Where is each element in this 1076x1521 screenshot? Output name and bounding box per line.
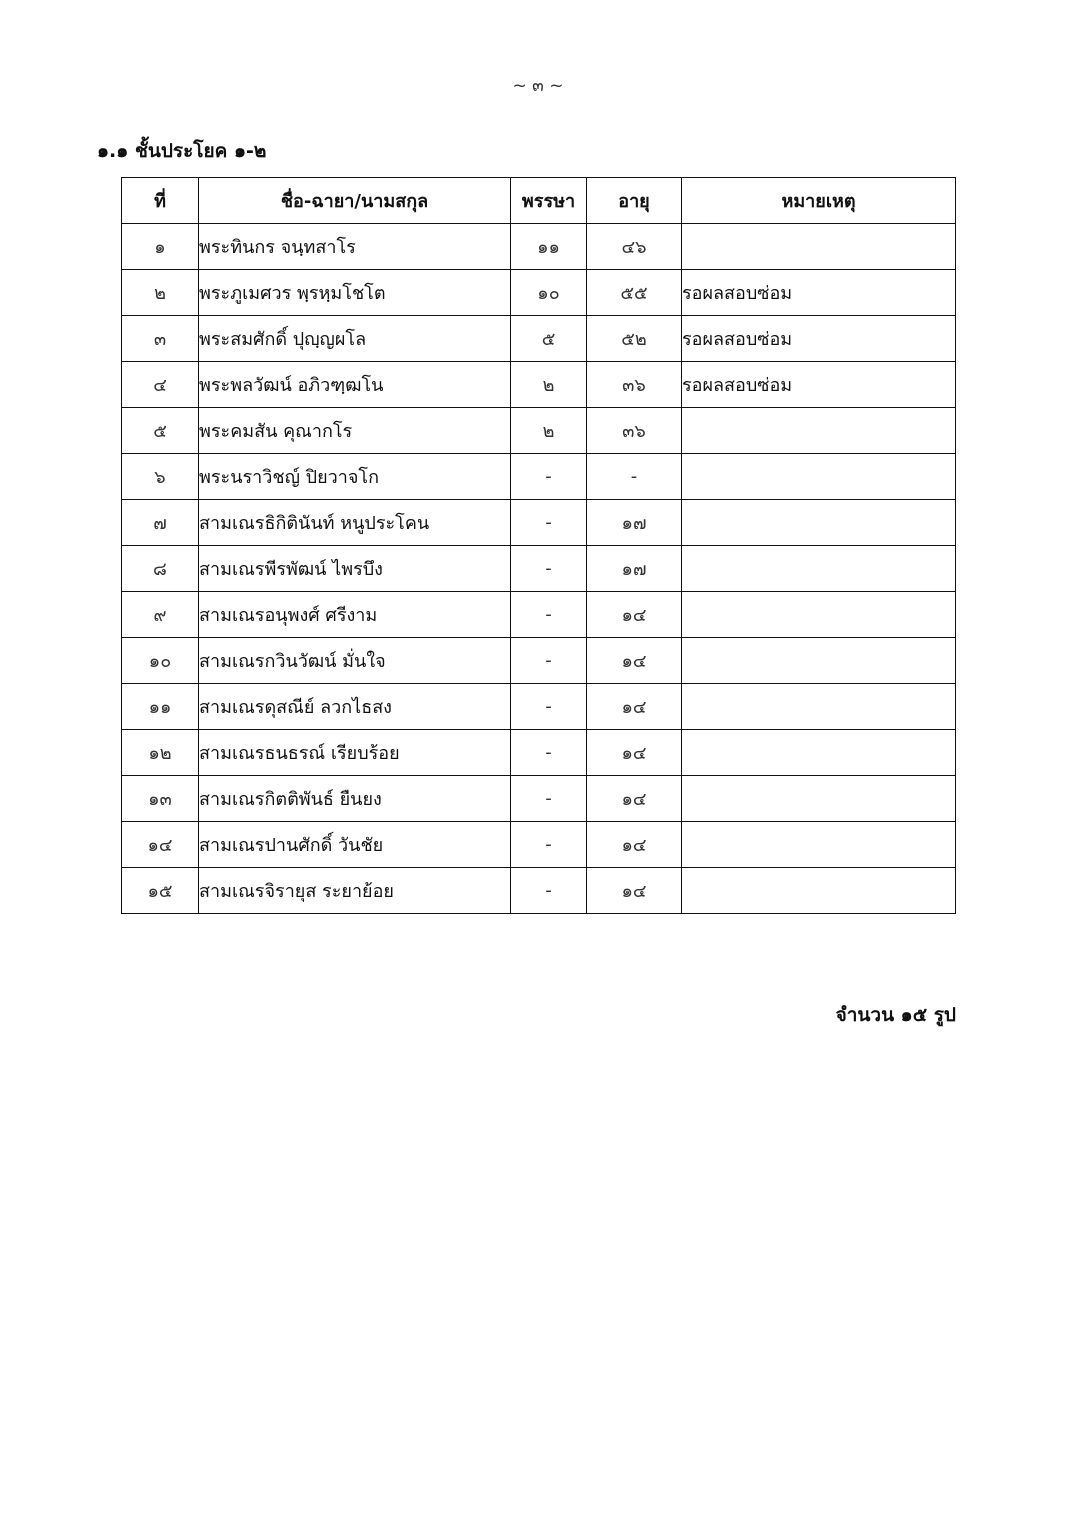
cell-no: ๗ <box>122 500 199 546</box>
cell-no: ๓ <box>122 316 199 362</box>
table-row <box>122 454 956 500</box>
cell-no: ๑๓ <box>122 776 199 822</box>
cell-age: ๑๔ <box>587 684 682 730</box>
table-row <box>122 316 956 362</box>
cell-years: ๑๑ <box>511 224 587 270</box>
cell-age: ๑๗ <box>587 546 682 592</box>
header-name: ชื่อ-ฉายา/นามสกุล <box>199 178 511 224</box>
cell-remark <box>682 868 956 914</box>
cell-age: ๔๖ <box>587 224 682 270</box>
cell-no: ๑๑ <box>122 684 199 730</box>
cell-remark <box>682 454 956 500</box>
header-remark: หมายเหตุ <box>682 178 956 224</box>
cell-age: ๕๒ <box>587 316 682 362</box>
cell-name: พระภูเมศวร พฺรหฺมโชโต <box>199 270 511 316</box>
cell-age: ๓๖ <box>587 408 682 454</box>
cell-years: ๕ <box>511 316 587 362</box>
header-age: อายุ <box>587 178 682 224</box>
cell-no: ๘ <box>122 546 199 592</box>
cell-years: - <box>511 454 587 500</box>
cell-age: ๑๔ <box>587 822 682 868</box>
table-body <box>122 224 956 914</box>
table-row <box>122 224 956 270</box>
cell-name: สามเณรจิรายุส ระยาย้อย <box>199 868 511 914</box>
cell-age: ๓๖ <box>587 362 682 408</box>
cell-age: ๑๔ <box>587 776 682 822</box>
cell-age: ๕๕ <box>587 270 682 316</box>
cell-years: - <box>511 822 587 868</box>
cell-age: ๑๔ <box>587 592 682 638</box>
cell-remark <box>682 500 956 546</box>
table-row <box>122 822 956 868</box>
cell-name: สามเณรปานศักดิ์ วันชัย <box>199 822 511 868</box>
total-count: จำนวน ๑๕ รูป <box>835 1004 956 1026</box>
cell-name: พระพลวัฒน์ อภิวฑฺฒโน <box>199 362 511 408</box>
cell-name: สามเณรอนุพงศ์ ศรีงาม <box>199 592 511 638</box>
cell-name: สามเณรกิตติพันธ์ ยืนยง <box>199 776 511 822</box>
cell-no: ๑๐ <box>122 638 199 684</box>
cell-years: ๑๐ <box>511 270 587 316</box>
cell-name: สามเณรกวินวัฒน์ มั่นใจ <box>199 638 511 684</box>
cell-remark: รอผลสอบซ่อม <box>682 362 956 408</box>
cell-age: ๑๔ <box>587 730 682 776</box>
cell-no: ๙ <box>122 592 199 638</box>
cell-remark <box>682 638 956 684</box>
cell-remark <box>682 546 956 592</box>
cell-no: ๑๔ <box>122 822 199 868</box>
cell-remark <box>682 224 956 270</box>
cell-name: สามเณรธิกิตินันท์ หนูประโคน <box>199 500 511 546</box>
cell-remark <box>682 822 956 868</box>
cell-no: ๑ <box>122 224 199 270</box>
cell-remark: รอผลสอบซ่อม <box>682 316 956 362</box>
cell-age: ๑๔ <box>587 638 682 684</box>
cell-years: - <box>511 546 587 592</box>
section-heading: ๑.๑ ชั้นประโยค ๑-๒ <box>97 140 267 162</box>
table-row <box>122 730 956 776</box>
table-row <box>122 500 956 546</box>
table-row <box>122 776 956 822</box>
cell-age: ๑๗ <box>587 500 682 546</box>
cell-no: ๔ <box>122 362 199 408</box>
cell-name: สามเณรดุสณีย์ ลวกไธสง <box>199 684 511 730</box>
cell-name: พระคมสัน คุณากโร <box>199 408 511 454</box>
cell-no: ๑๕ <box>122 868 199 914</box>
table-row <box>122 362 956 408</box>
table-row <box>122 684 956 730</box>
cell-remark <box>682 730 956 776</box>
cell-years: - <box>511 730 587 776</box>
table-row <box>122 592 956 638</box>
cell-years: - <box>511 776 587 822</box>
cell-age: - <box>587 454 682 500</box>
cell-remark <box>682 776 956 822</box>
cell-years: - <box>511 868 587 914</box>
cell-age: ๑๔ <box>587 868 682 914</box>
cell-no: ๑๒ <box>122 730 199 776</box>
header-years: พรรษา <box>511 178 587 224</box>
table-row <box>122 868 956 914</box>
header-no: ที่ <box>122 178 199 224</box>
cell-years: ๒ <box>511 408 587 454</box>
table-row <box>122 638 956 684</box>
cell-no: ๒ <box>122 270 199 316</box>
table-row <box>122 546 956 592</box>
cell-no: ๕ <box>122 408 199 454</box>
cell-years: ๒ <box>511 362 587 408</box>
cell-remark <box>682 684 956 730</box>
cell-name: สามเณรพีรพัฒน์ ไพรบึง <box>199 546 511 592</box>
roster-table <box>121 177 956 914</box>
cell-remark <box>682 592 956 638</box>
cell-no: ๖ <box>122 454 199 500</box>
page-number: ~ ๓ ~ <box>512 76 564 96</box>
table-row <box>122 408 956 454</box>
cell-name: พระสมศักดิ์ ปุญฺญผโล <box>199 316 511 362</box>
cell-years: - <box>511 684 587 730</box>
cell-name: พระนราวิชญ์ ปิยวาจโก <box>199 454 511 500</box>
table-row <box>122 270 956 316</box>
cell-years: - <box>511 592 587 638</box>
cell-remark <box>682 408 956 454</box>
table-header-row <box>122 178 956 224</box>
cell-years: - <box>511 500 587 546</box>
cell-name: สามเณรธนธรณ์ เรียบร้อย <box>199 730 511 776</box>
cell-years: - <box>511 638 587 684</box>
cell-name: พระทินกร จนฺทสาโร <box>199 224 511 270</box>
cell-remark: รอผลสอบซ่อม <box>682 270 956 316</box>
